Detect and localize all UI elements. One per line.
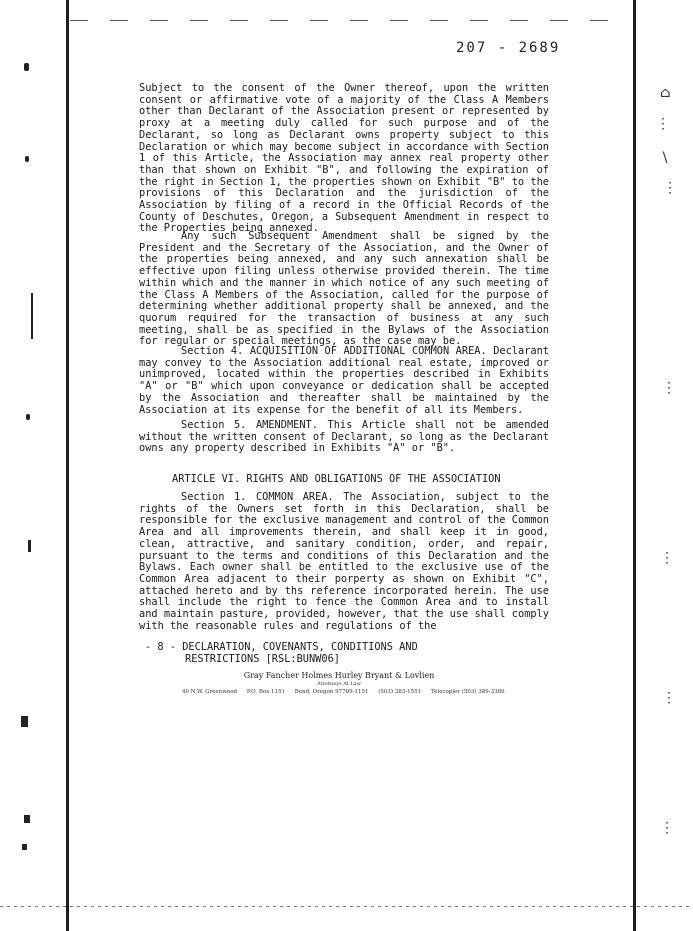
firm-phone: (503) 383-1551 [378,689,422,695]
page-footer [145,641,418,665]
scan-speck [28,540,31,552]
paragraph-text: Any such Subsequent Amendment shall be signed by the President and the Secretary of the Association, and the Owner of the properties being annexed, and any such annexation shall be effective upon filing unless otherwise provided therein. The time within which and the manner in which notice of any such meeting of the Class A Members of the Association, called for the purpose of determining whether additional property shall be annexed, and the quorum required for the transaction of business at any such meeting, shall be as specified in the Bylaws of the Association for regular or special meetings, as the case may be. [139,230,549,348]
firm-city: Bend, Oregon 97709-1151 [294,689,369,695]
scan-edge-right [633,0,636,931]
scan-bottom-rule [0,906,693,907]
scan-speck [31,293,33,339]
document-number: 207 - 2689 [456,40,561,56]
scan-speck: ∖ [660,150,669,166]
paragraph-text: Section 1. COMMON AREA. The Association, subject to the rights of the Owners set forth in this Declaration, shall be responsible for the exclusive management and control of the Common Area and all improvements therein, and shall keep it in good, clean, attractive, and sanitary condition, order, and repair, pursuant to the terms and conditions of this Declaration and the Bylaws. Each owner shall be entitled to the exclusive use of the Common Area adjacent to their porperty as shown on Exhibit "C", attached hereto and by ths reference incorporated herein. The use shall include the right to fence the Common Area and to install and maintain pasture, provided, however, that the use shall comply with the reasonable rules and regulations of the [139,491,549,632]
footer-line-2: RESTRICTIONS [RSL:BUNW06] [185,653,340,665]
law-firm-name: Gray Fancher Holmes Hurley Bryant & Lovlien [243,671,435,680]
law-firm-subtitle: Attorneys At Law [317,681,361,687]
paragraph-section-4 [139,346,549,416]
scan-speck [24,815,30,823]
law-firm-address [182,689,512,695]
scan-speck [26,414,30,420]
scan-edge-left [66,0,69,931]
scan-speck: ⋮ [660,550,674,566]
paragraph-annexation: Subject to the consent of the Owner thereof, upon the written consent or affirmative vote of a majority of the Class A Members other than Declarant of the Association present or represented by proxy at a meeting duly called for such purpose and of the Declarant, so long as Declarant owns property subject to this Declaration or which may become subject in accordance with Section 1 of this Article, the Association may annex real property other than that shown on Exhibit "B", and following the expiration of the right in Section 1, the properties shown on Exhibit "B" to the provisions of this Declaration and the jurisdiction of the Association by filing of a record in the Official Records of the County of Deschutes, Oregon, a Subsequent Amendment in respect to the Properties being annexed. [139,82,549,235]
paragraph-subsequent-amendment [139,231,549,348]
scan-speck: ⌂ [660,85,671,101]
scan-speck: ⋮ [662,380,676,396]
scan-speck [25,156,29,162]
scan-top-rule [70,20,630,21]
footer-line-1: - 8 - DECLARATION, COVENANTS, CONDITIONS AND [145,641,418,653]
scan-speck: ⋮ [656,116,670,132]
scan-speck: ⋮ [663,180,677,196]
firm-po-box: P.O. Box 1151 [246,689,286,695]
scan-speck: ⋮ [660,820,674,836]
scan-speck [21,716,28,727]
paragraph-section-5 [139,420,549,455]
paragraph-text: Section 5. AMENDMENT. This Article shall not be amended without the written consent of Declarant, so long as the Declarant owns any property described in Exhibits "A" or "B". [139,419,549,455]
scan-speck: ⋮ [662,690,676,706]
paragraph-common-area [139,492,549,632]
article-heading: ARTICLE VI. RIGHTS AND OBLIGATIONS OF THE ASSOCIATION [172,473,501,485]
paragraph-text: Section 4. ACQUISITION OF ADDITIONAL COMMON AREA. Declarant may convey to the Association additional real estate, improved or unimproved, located within the properties described in Exhibits "A" or "B" which upon conveyance or dedication shall be accepted by the Association and thereafter shall be maintained by the Association at its expense for the benefit of all its Members. [139,345,549,416]
firm-telecopier: Telecopier (503) 389-3386 [430,689,505,695]
scan-speck [24,63,29,71]
scan-speck [22,844,27,850]
firm-street: 40 N.W. Greenwood [182,689,238,695]
